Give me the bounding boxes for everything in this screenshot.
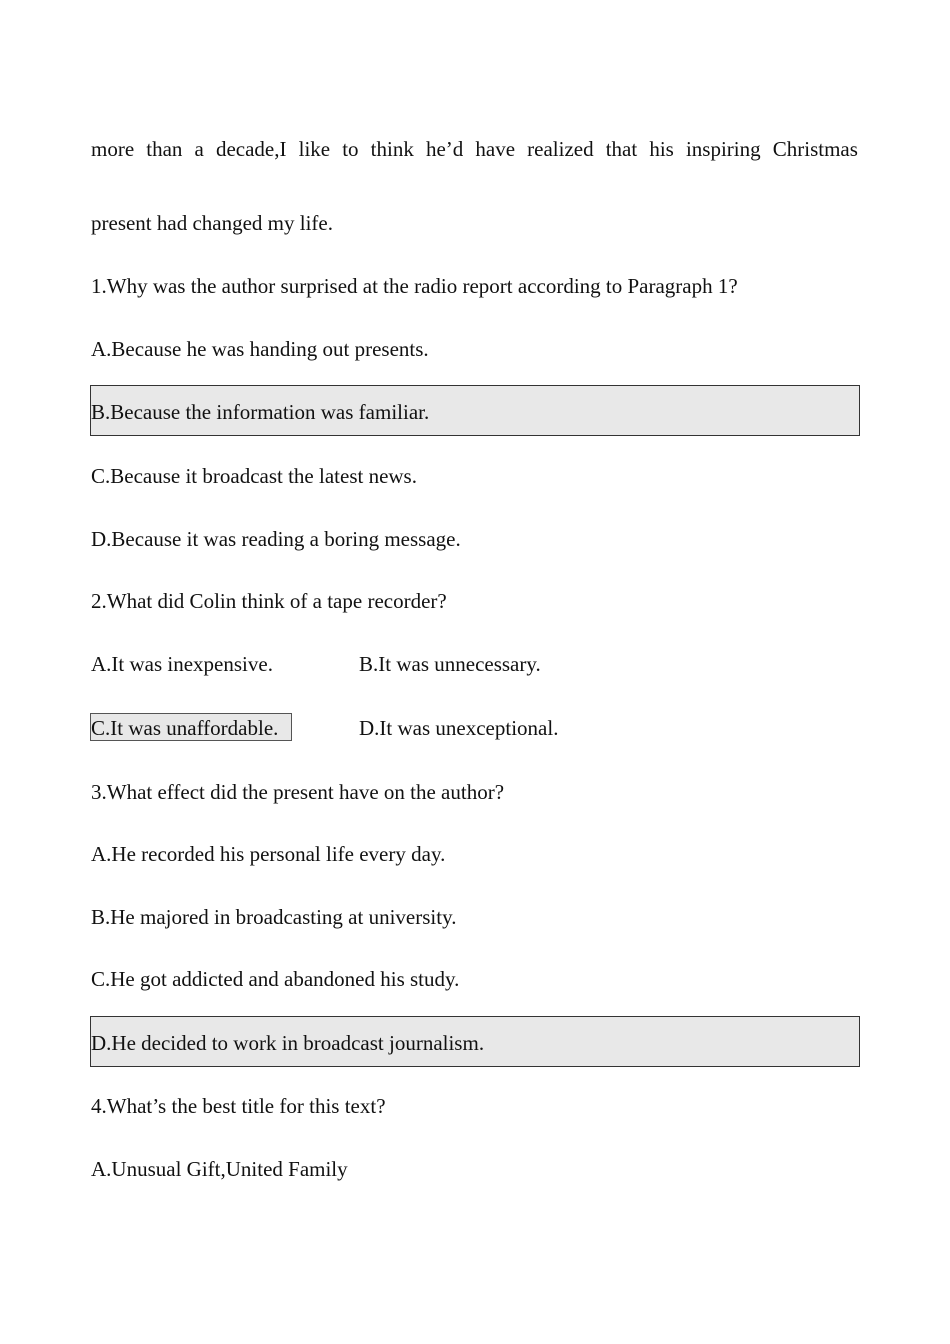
question-2-option-d[interactable]: D.It was unexceptional. [359, 716, 559, 740]
passage-word: to [342, 137, 359, 161]
passage-word: realized [527, 137, 594, 161]
passage-word: think [370, 137, 414, 161]
question-2-option-a[interactable]: A.It was inexpensive. [91, 652, 273, 676]
passage-word: that [605, 137, 638, 161]
question-3-option-d[interactable]: D.He decided to work in broadcast journalism. [91, 1031, 485, 1055]
question-4-option-a[interactable]: A.Unusual Gift,United Family [91, 1157, 348, 1181]
question-3-option-a[interactable]: A.He recorded his personal life every day. [91, 842, 446, 866]
passage-word: he’d [425, 137, 464, 161]
passage-word: his [649, 137, 674, 161]
passage-word: more [91, 137, 135, 161]
passage-word: a [194, 137, 204, 161]
passage-word: decade,I [215, 137, 287, 161]
passage-word: inspiring [685, 137, 761, 161]
passage-word: than [146, 137, 183, 161]
question-1-option-a[interactable]: A.Because he was handing out presents. [91, 337, 429, 361]
question-2-option-c[interactable]: C.It was unaffordable. [91, 716, 279, 740]
passage-word: Christmas [772, 137, 858, 161]
question-2-option-b[interactable]: B.It was unnecessary. [359, 652, 541, 676]
question-2-stem: 2.What did Colin think of a tape recorder? [91, 589, 447, 613]
question-1-stem: 1.Why was the author surprised at the radio report according to Paragraph 1? [91, 274, 738, 298]
question-3-stem: 3.What effect did the present have on the author? [91, 780, 505, 804]
question-1-option-d[interactable]: D.Because it was reading a boring message. [91, 527, 461, 551]
question-1-option-c[interactable]: C.Because it broadcast the latest news. [91, 464, 417, 488]
question-3-option-c[interactable]: C.He got addicted and abandoned his study. [91, 967, 460, 991]
question-1-option-b[interactable]: B.Because the information was familiar. [91, 400, 430, 424]
passage-word: like [298, 137, 331, 161]
question-3-option-b[interactable]: B.He majored in broadcasting at university. [91, 905, 457, 929]
passage-line-2: present had changed my life. [91, 211, 333, 235]
passage-word: have [475, 137, 516, 161]
passage-line-1 [91, 137, 858, 161]
question-4-stem: 4.What’s the best title for this text? [91, 1094, 386, 1118]
